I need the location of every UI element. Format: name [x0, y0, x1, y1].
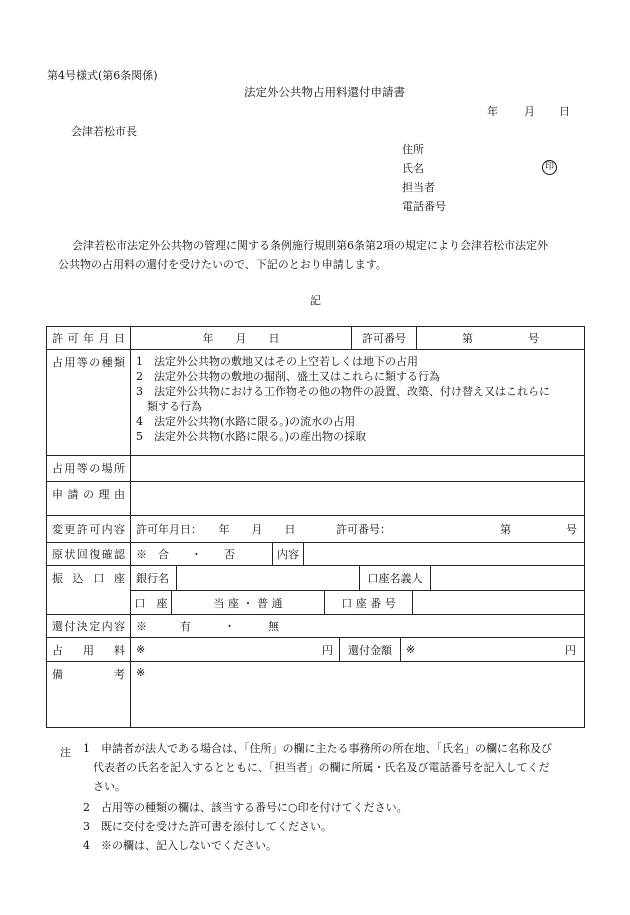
notes-prefix: 注 — [60, 746, 71, 759]
occupancy-type-row — [47, 350, 585, 456]
refund-amount-label: 還付金額 — [340, 638, 401, 661]
account-label: 口 座 — [131, 591, 172, 614]
location-label: 占用等の場所 — [47, 456, 131, 482]
occupancy-type-item[interactable]: 1 法定外公共物の敷地又はその上空若しくは地下の占用 — [136, 355, 418, 368]
change-permit-row — [47, 516, 585, 543]
content-field[interactable] — [304, 543, 584, 565]
occupancy-type-item-cont[interactable]: 類する行為 — [136, 400, 202, 413]
fee-label: 占用料 — [47, 638, 131, 662]
phone-label: 電話番号 — [402, 200, 446, 213]
permit-date-label: 許可年月日 — [47, 327, 131, 350]
permit-number-value[interactable]: 第 号 — [462, 332, 539, 345]
body-paragraph-line2: 公共物の占用料の還付を受けたいので、下記のとおり申請します。 — [58, 258, 387, 271]
note-1-number: 1 — [83, 742, 90, 755]
reason-field[interactable] — [131, 482, 585, 516]
account-holder-label: 口座名義人 — [360, 566, 431, 590]
change-permit-date[interactable]: 許可年月日： 年 月 日 — [136, 523, 296, 536]
note-3-number: 3 — [83, 820, 90, 833]
restoration-row — [47, 543, 585, 566]
remarks-row — [47, 662, 585, 728]
remarks-label: 備考 — [47, 662, 131, 728]
note-2-line1: 占用等の種類の欄は、該当する番号に○印を付けてください。 — [101, 801, 408, 814]
page-title: 法定外公共物占用料還付申請書 — [244, 85, 405, 99]
form-number: 第4号様式(第6条関係) — [47, 69, 158, 82]
occupancy-type-list — [136, 354, 579, 444]
occupancy-type-list-cell — [131, 350, 585, 456]
location-field[interactable] — [131, 456, 585, 482]
restoration-options[interactable]: ※ 合 ・ 否 — [131, 543, 273, 565]
refund-yen: 円 — [565, 643, 576, 657]
remarks-mark: ※ — [136, 666, 146, 679]
seal-icon: 印 — [542, 159, 557, 175]
occupancy-type-item[interactable]: 2 法定外公共物の敷地の掘削、盛土又はこれらに類する行為 — [136, 370, 440, 383]
bank-name-field[interactable] — [177, 566, 360, 590]
note-1-line2: 代表者の氏名を記入するとともに、「担当者」の欄に所属・氏名及び電話番号を記入してくだ — [93, 761, 550, 774]
account-number-field[interactable] — [413, 591, 584, 614]
note-1-line1: 申請者が法人である場合は、「住所」の欄に主たる事務所の所在地、「氏名」の欄に名称及び — [101, 742, 552, 755]
application-table — [46, 326, 585, 728]
account-types[interactable]: 当 座 ・ 普 通 — [172, 591, 325, 614]
addressee: 会津若松市長 — [71, 125, 137, 138]
note-2-number: 2 — [83, 801, 90, 814]
bank-name-label: 銀行名 — [131, 566, 177, 590]
remarks-field[interactable] — [131, 662, 585, 728]
reason-label: 申請の理由 — [47, 482, 131, 516]
refund-decision-label: 還付決定内容 — [47, 615, 131, 638]
change-permit-number-value[interactable]: 第 号 — [500, 523, 577, 536]
address-label: 住所 — [402, 143, 424, 156]
occupancy-type-item[interactable]: 4 法定外公共物(水路に限る。)の流水の占用 — [136, 415, 356, 428]
occupancy-type-label: 占用等の種類 — [47, 350, 131, 456]
fee-yen: 円 — [322, 643, 333, 657]
refund-decision-options[interactable]: ※ 有 ・ 無 — [131, 615, 585, 638]
change-permit-number-label: 許可番号： — [336, 523, 391, 536]
fee-mark: ※ — [136, 643, 146, 656]
name-label: 氏名 — [402, 162, 424, 175]
account-number-label: 口 座 番 号 — [325, 591, 413, 614]
account-holder-field[interactable] — [431, 566, 584, 590]
restoration-label: 原状回復確認 — [47, 543, 131, 566]
date-month-label: 月 — [524, 105, 535, 118]
note-3-line1: 既に交付を受けた許可書を添付してください。 — [101, 820, 332, 833]
permit-date-row — [47, 327, 585, 350]
body-paragraph-line1: 会津若松市法定外公共物の管理に関する条例施行規則第6条第2項の規定により会津若松市法定外 — [72, 239, 548, 252]
fee-field[interactable] — [131, 638, 340, 661]
note-4-number: 4 — [83, 839, 90, 852]
fee-row — [47, 638, 585, 662]
note-4-line1: ※の欄は、記入しないでください。 — [101, 839, 277, 852]
transfer-account-row — [47, 566, 585, 615]
permit-date-value[interactable]: 年 月 日 — [202, 332, 280, 345]
location-row — [47, 456, 585, 482]
date-year-label: 年 — [487, 105, 498, 118]
reason-row — [47, 482, 585, 516]
refund-decision-row — [47, 615, 585, 638]
change-permit-label: 変更許可内容 — [47, 516, 131, 543]
contact-person-label: 担当者 — [402, 181, 435, 194]
date-day-label: 日 — [559, 105, 570, 118]
ki-label: 記 — [310, 294, 321, 307]
refund-mark: ※ — [406, 643, 416, 656]
transfer-account-label: 振込口座 — [47, 566, 131, 615]
note-1-line3: さい。 — [93, 780, 126, 793]
occupancy-type-item[interactable]: 3 法定外公共物における工作物その他の物件の設置、改築、付け替え又はこれらに — [136, 385, 550, 398]
permit-number-label: 許可番号 — [351, 327, 417, 349]
occupancy-type-item[interactable]: 5 法定外公共物(水路に限る。)の産出物の採取 — [136, 430, 367, 443]
content-label: 内容 — [273, 543, 304, 565]
refund-amount-field[interactable] — [401, 638, 584, 661]
